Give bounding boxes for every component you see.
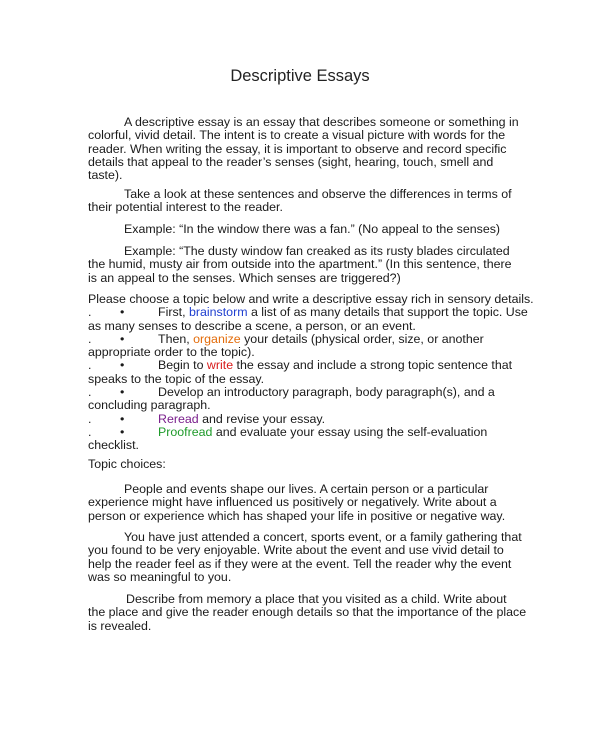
step-item: . • Develop an introductory paragraph, body paragraph(s), and a	[88, 385, 495, 400]
bullet-icon: •	[120, 305, 125, 320]
intro-line: taste).	[88, 168, 123, 183]
steps-list	[88, 292, 534, 453]
bullet-icon: •	[120, 331, 125, 346]
highlight-reread: Reread	[158, 411, 199, 426]
highlight-organize: organize	[193, 331, 241, 346]
step-item: . • Then, organize your details (physical order, size, or another	[88, 331, 484, 346]
example-line: is an appeal to the senses. Which senses are triggered?)	[88, 270, 401, 285]
step-continuation: concluding paragraph.	[88, 398, 211, 413]
topic-choices-heading: Topic choices:	[88, 457, 166, 471]
intro-line: colorful, vivid detail. The intent is to create a visual picture with words for the	[88, 128, 506, 143]
topic-line: You have just attended a concert, sports event, or a family gathering that	[124, 530, 522, 544]
example-line: the humid, musty air from outside into the apartment.” (In this sentence, there	[88, 257, 512, 272]
topic-line: Describe from memory a place that you visited as a child. Write about	[126, 592, 507, 606]
look-paragraph	[88, 188, 518, 215]
example-line: Example: “The dusty window fan creaked as its rusty blades circulated	[124, 244, 510, 258]
step-item: . • First, brainstorm a list of as many details that support the topic. Use	[88, 305, 528, 320]
topic-line: experience might have influenced us positively or negatively. Write about a	[88, 495, 497, 510]
highlight-proofread: Proofread	[158, 424, 213, 439]
step-item: . • Reread and revise your essay.	[88, 411, 326, 426]
topic-two	[88, 530, 522, 584]
step-continuation: speaks to the topic of the essay.	[88, 371, 265, 386]
intro-line: A descriptive essay is an essay that describes someone or something in	[124, 115, 519, 129]
bullet-icon: •	[120, 424, 125, 439]
choose-instruction: Please choose a topic below and write a descriptive essay rich in sensory details.	[88, 292, 534, 306]
bullet-icon: •	[120, 411, 125, 426]
page-title: Descriptive Essays	[230, 67, 370, 85]
topic-one	[88, 483, 518, 523]
look-line: Take a look at these sentences and observe the differences in terms of	[124, 187, 512, 201]
intro-paragraph	[88, 116, 518, 182]
highlight-write: write	[206, 358, 234, 373]
topic-line: is revealed.	[88, 618, 152, 633]
intro-line: reader. When writing the essay, it is important to observe and record specific	[88, 141, 507, 156]
step-item: . • Proofread and evaluate your essay using the self-evaluation	[88, 424, 488, 439]
step-continuation: as many senses to describe a scene, a person, or an event.	[88, 318, 416, 333]
topic-line: help the reader feel as if they were at the event. Tell the reader why the event	[88, 556, 512, 571]
bullet-icon: •	[120, 385, 125, 400]
bullet-icon: •	[120, 358, 125, 373]
topic-line: you found to be very enjoyable. Write about the event and use vivid detail to	[88, 543, 504, 558]
step-item: . • Begin to write the essay and include a strong topic sentence that	[88, 358, 513, 373]
example-two	[88, 245, 518, 285]
step-continuation: appropriate order to the topic).	[88, 345, 255, 360]
example-one: Example: “In the window there was a fan.” (No appeal to the senses)	[124, 222, 501, 236]
topic-line: the place and give the reader enough details so that the importance of the place	[88, 605, 527, 620]
intro-line: details that appeal to the reader’s senses (sight, hearing, touch, smell and	[88, 154, 494, 169]
highlight-brainstorm: brainstorm	[188, 305, 248, 320]
topic-line: person or experience which has shaped your life in positive or negative way.	[88, 508, 506, 523]
step-continuation: checklist.	[88, 438, 139, 453]
look-line: their potential interest to the reader.	[88, 200, 283, 215]
topic-three	[88, 592, 527, 633]
topic-line: was so meaningful to you.	[88, 569, 232, 584]
topic-line: People and events shape our lives. A certain person or a particular	[124, 482, 489, 496]
